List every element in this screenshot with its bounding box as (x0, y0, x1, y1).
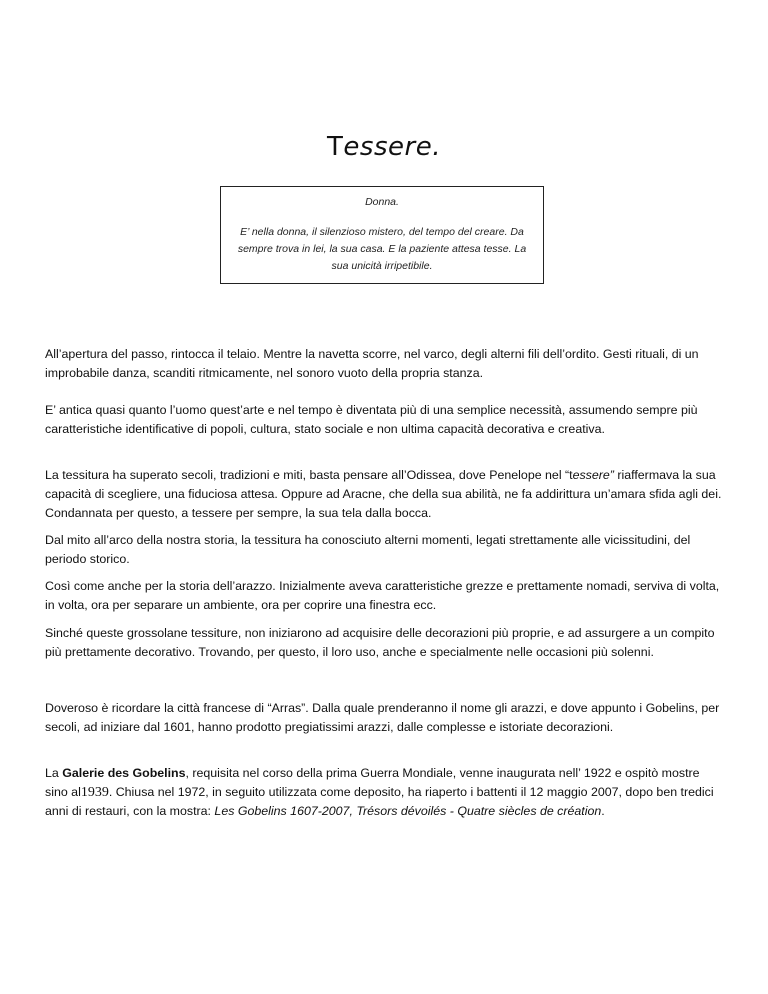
paragraph-myths-text-1: La tessitura ha superato secoli, tradizioni e miti, basta pensare all’Odissea, dove Penelope nel “t (45, 468, 573, 482)
paragraph-myths-text-2: riaffermava la sua capacità di scegliere, una fiduciosa attesa. Oppure ad Aracne, che della sua abilità, ne fa addirittura un’amara sfida agli dei. Condannata per questo, a tessere per sempre, la sua tela dalla bocca. (45, 468, 722, 520)
quote-body: E’ nella donna, il silenzioso mistero, del tempo del creare. Da sempre trova in lei, la sua casa. E la paziente attesa tesse. La sua unicità irripetibile. (237, 226, 527, 272)
paragraph-ancient-art: E’ antica quasi quanto l’uomo quest’arte e nel tempo è diventata più di una semplice necessità, assumendo sempre più caratteristiche identificative di popoli, cultura, stato sociale e non ultima capacità decorativa e creativa. (45, 403, 698, 436)
paragraph-arras: Doveroso è ricordare la città francese di “Arras”. Dalla quale prenderanno il nome gli arazzi, e dove appunto i Gobelins, per secoli, ad iniziare dal 1601, hanno prodotto pregiatissimi arazzi, dalle complesse e istoriate decorazioni. (45, 701, 720, 734)
year-1939: 1939 (80, 785, 109, 800)
title-initial: T (327, 132, 344, 162)
paragraph-gobelins-text-1: La (45, 766, 63, 780)
quote-heading: Donna. (365, 196, 399, 208)
title-rest: essere. (343, 132, 441, 162)
document-title (0, 132, 768, 162)
paragraph-decoration: Sinché queste grossolane tessiture, non iniziarono ad acquisire delle decorazioni più proprie, e ad assurgere a un compito più prettamente decorativo. Trovando, per questo, il loro uso, anche e specialmente nelle occasioni più solenni. (45, 626, 715, 659)
paragraph-myths (45, 466, 723, 523)
paragraph-gobelins-text-4: . (601, 804, 605, 818)
paragraph-tapestry: Così come anche per la storia dell’arazzo. Inizialmente aveva caratteristiche grezze e prettamente nomadi, serviva di volta, in volta, ora per separare un ambiente, ora per coprire una finestra ecc. (45, 579, 720, 612)
paragraph-history: Dal mito all’arco della nostra storia, la tessitura ha conosciuto alterni momenti, legati strettamente alle vicissitudini, del periodo storico. (45, 533, 691, 566)
paragraph-gobelins (45, 764, 723, 821)
paragraph-gobelins-text-3: . Chiusa nel 1972, in seguito utilizzata come deposito, ha riaperto i battenti il 12 maggio 2007, dopo ben tredici anni di restauri, con la mostra: (45, 785, 714, 818)
paragraph-gobelins-text-2: , requisita nel corso della prima Guerra Mondiale, venne inaugurata nell’ 1922 e ospitò mostre sino al (45, 766, 700, 799)
paragraph-myths-emphasis: essere” (572, 468, 614, 482)
gobelins-gallery-name: Galerie des Gobelins (62, 766, 186, 780)
exhibition-title: Les Gobelins 1607-2007, Trésors dévoilés - Quatre siècles de création (214, 804, 602, 818)
quote-box (220, 186, 544, 284)
paragraph-loom: All’apertura del passo, rintocca il telaio. Mentre la navetta scorre, nel varco, degli alterni fili dell’ordito. Gesti rituali, di un improbabile danza, scanditi ritmicamente, nel sonoro vuoto della propria stanza. (45, 347, 699, 380)
